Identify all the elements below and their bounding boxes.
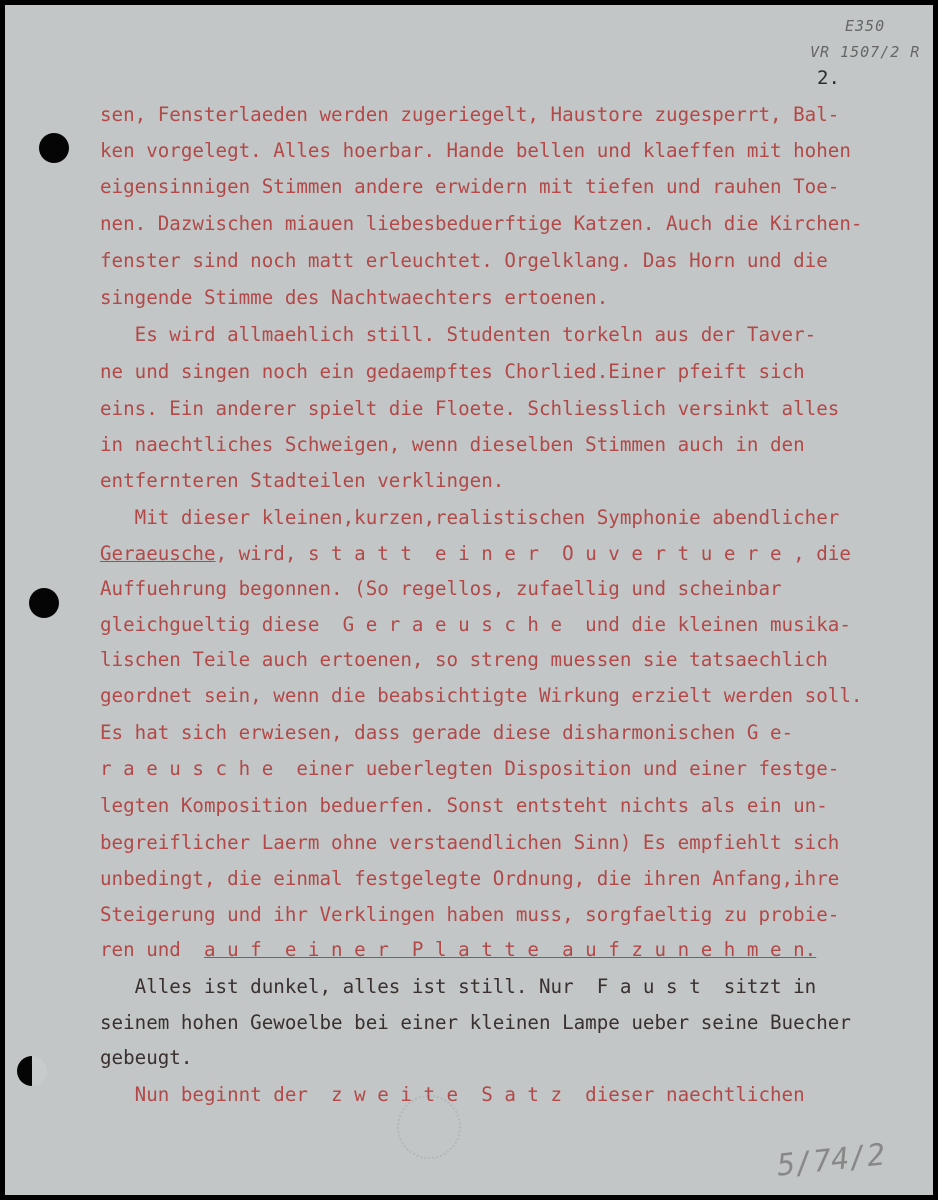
text-line: Mit dieser kleinen,kurzen,realistischen Symphonie abendlicher (100, 506, 840, 529)
text-line: entfernteren Stadteilen verklingen. (100, 469, 505, 492)
text-line: unbedingt, die einmal festgelegte Ordnung, die ihren Anfang,ihre (100, 867, 840, 890)
page-number: 2. (817, 67, 840, 89)
text-line: geordnet sein, wenn die beabsichtigte Wirkung erzielt werden soll. (100, 684, 863, 707)
text-line: r a e u s c h e einer ueberlegten Disposition und einer festge- (100, 757, 840, 780)
text-line: Steigerung und ihr Verklingen haben muss, sorgfaeltig zu probie- (100, 903, 840, 926)
archive-ref-bottom: VR 1507/2 R (810, 43, 921, 61)
text-line: ne und singen noch ein gedaempftes Chorlied.Einer pfeift sich (100, 360, 805, 383)
text-fragment: ren und (100, 938, 204, 961)
text-line: lischen Teile auch ertoenen, so streng muessen sie tatsaechlich (100, 648, 828, 671)
underlined-phrase: a u f e i n e r P l a t t e a u f z u n e h m e n. (203, 938, 817, 961)
archive-folio-note: 5/74/2 (775, 1137, 887, 1184)
punch-hole (29, 588, 59, 618)
text-line: Es wird allmaehlich still. Studenten torkeln aus der Taver- (100, 323, 817, 346)
text-line: gebeugt. (100, 1046, 193, 1069)
punch-hole-partial (17, 1056, 47, 1086)
text-fragment: , wird, s t a t t e i n e r O u v e r t u e r e , die (215, 542, 851, 565)
text-line (100, 542, 851, 566)
text-line: singende Stimme des Nachtwaechters ertoenen. (100, 286, 609, 309)
punch-hole (39, 133, 69, 163)
text-line: Auffuehrung begonnen. (So regellos, zufaellig und scheinbar (100, 577, 782, 600)
text-line: gleichgueltig diese G e r a e u s c h e und die kleinen musika- (100, 613, 851, 636)
text-line: in naechtliches Schweigen, wenn dieselben Stimmen auch in den (100, 433, 805, 456)
text-line: Es hat sich erwiesen, dass gerade diese disharmonischen G e- (100, 721, 794, 744)
underlined-word: Geraeusche (100, 542, 216, 565)
text-line: Alles ist dunkel, alles ist still. Nur F a u s t sitzt in (100, 975, 817, 998)
archive-ref-top: E350 (845, 17, 886, 35)
text-line: eins. Ein anderer spielt die Floete. Schliesslich versinkt alles (100, 397, 840, 420)
text-line (100, 938, 816, 962)
text-line: nen. Dazwischen miauen liebesbeduerftige Katzen. Auch die Kirchen- (100, 212, 863, 235)
text-line: Nun beginnt der z w e i t e S a t z dieser naechtlichen (100, 1083, 805, 1106)
text-line: eigensinnigen Stimmen andere erwidern mit tiefen und rauhen Toe- (100, 175, 840, 198)
text-line: begreiflicher Laerm ohne verstaendlichen Sinn) Es empfiehlt sich (100, 831, 840, 854)
text-line: legten Komposition beduerfen. Sonst entsteht nichts als ein un- (100, 794, 828, 817)
text-line: seinem hohen Gewoelbe bei einer kleinen Lampe ueber seine Buecher (100, 1011, 851, 1034)
text-line: ken vorgelegt. Alles hoerbar. Hande bellen und klaeffen mit hohen (100, 139, 851, 162)
text-line: fenster sind noch matt erleuchtet. Orgelklang. Das Horn und die (100, 249, 828, 272)
document-page (5, 5, 933, 1195)
text-line: sen, Fensterlaeden werden zugeriegelt, Haustore zugesperrt, Bal- (100, 103, 840, 126)
